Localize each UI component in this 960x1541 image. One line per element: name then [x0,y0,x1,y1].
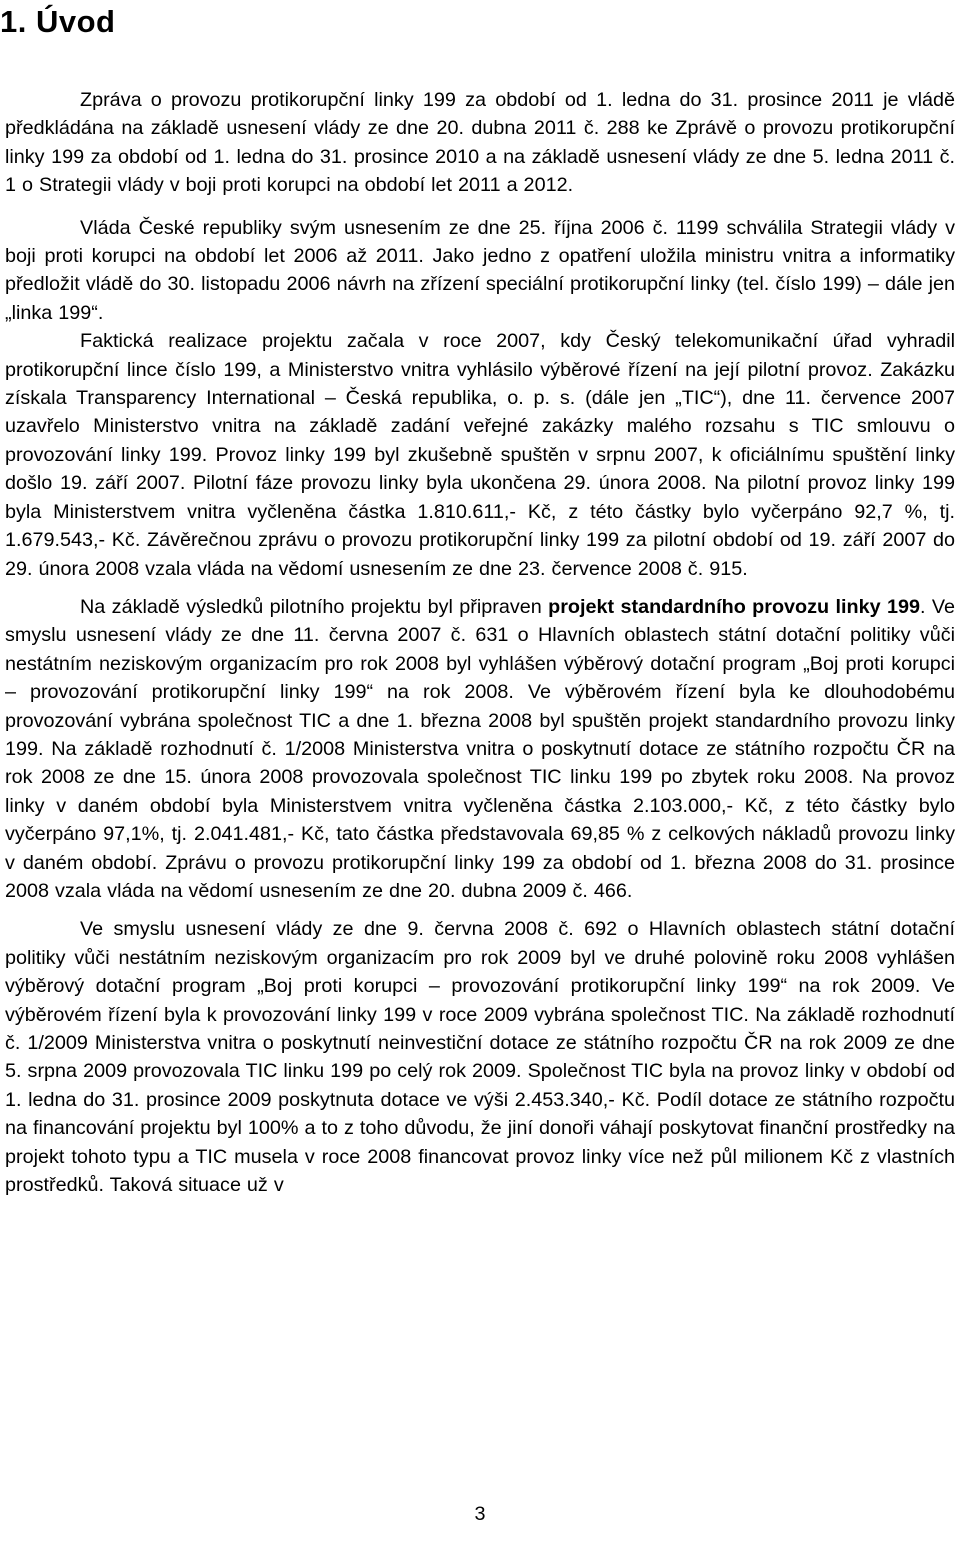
page-number: 3 [474,1503,486,1525]
paragraph-standard-operation [5,593,955,905]
paragraph-government-strategy: Vláda České republiky svým usnesením ze dne 25. října 2006 č. 1199 schválila Strategii vlády v boji proti korupci na období let 2006 až 2011. Jako jedno z opatření uložila ministru vnitra a informatiky předložit vládě do 30. listopadu 2006 návrh na zřízení speciální protikorupční linky (tel. číslo 199) – dále jen „linka 199“. [5,216,955,324]
section-heading: 1. Úvod [0,4,116,39]
paragraph-pilot-realization: Faktická realizace projektu začala v roce 2007, kdy Český telekomunikační úřad vyhradil protikorupční lince číslo 199, a Ministerstvo vnitra vyhlásilo výběrové řízení na její pilotní provoz. Zakázku získala Transparency International – Česká republika, o. p. s. (dále jen „TIC“), dne 11. července 2007 uzavřelo Ministerstvo vnitra na základě zadání veřejné zakázky malého rozsahu s TIC smlouvu o provozování linky 199. Provoz linky 199 byl zkušebně spuštěn v srpnu 2007, k oficiálnímu spuštění linky došlo 19. září 2007. Pilotní fáze provozu linky byla ukončena 29. února 2008. Na pilotní provoz linky 199 byla Ministerstvem vnitra vyčleněna částka 1.810.611,- Kč, z této částky bylo vyčerpáno 92,7 %, tj. 1.679.543,- Kč. Závěrečnou zprávu o provozu protikorupční linky 199 za pilotní období od 19. září 2007 do 29. února 2008 vzala vláda na vědomí usnesením ze dne 23. července 2008 č. 915. [5,330,955,580]
body-text [5,86,955,1199]
paragraph-2009-operation: Ve smyslu usnesení vlády ze dne 9. června 2008 č. 692 o Hlavních oblastech státní dotační politiky vůči nestátním neziskovým organizacím pro rok 2009 byl ve druhé polovině roku 2008 vyhlášen výběrový dotační program „Boj proti korupci – provozování protikorupční linky 199“ na rok 2009. Ve výběrovém řízení byla k provozování linky 199 v roce 2009 vybrána společnost TIC. Na základě rozhodnutí č. 1/2009 Ministerstva vnitra o poskytnutí neinvestiční dotace ze státního rozpočtu ČR na rok 2009 ze dne 5. srpna 2009 provozovala TIC linku 199 po celý rok 2009. Společnost TIC byla na provoz linky v období od 1. ledna do 31. prosince 2009 poskytnuta dotace ve výši 2.453.340,- Kč. Podíl dotace ze státního rozpočtu na financování projektu byl 100% a to z toho důvodu, že jiní donoři váhají poskytovat finanční prostředky na projekt tohoto typu a TIC musela v roce 2008 financovat provoz linky více než půl milionem Kč z vlastních prostředků. Taková situace už v [5,918,955,1197]
paragraph-report-intro: Zpráva o provozu protikorupční linky 199 za období od 1. ledna do 31. prosince 2011 je vládě předkládána na základě usnesení vlády ze dne 20. dubna 2011 č. 288 ke Zprávě o provozu protikorupční linky 199 za období od 1. ledna do 31. prosince 2010 a na základě usnesení vlády ze dne 5. ledna 2011 č. 1 o Strategii vlády v boji proti korupci na období let 2011 a 2012. [5,89,955,197]
paragraph-standard-operation-text-after: . Ve smyslu usnesení vlády ze dne 11. června 2007 č. 631 o Hlavních oblastech státní dotační politiky vůči nestátním neziskovým organizacím pro rok 2008 byl vyhlášen výběrový dotační program „Boj proti korupci – provozování protikorupční linky 199“ na rok 2008. Ve výběrovém řízení byla ke dlouhodobému provozování vybrána společnost TIC a dne 1. března 2008 byl spuštěn projekt standardního provozu linky 199. Na základě rozhodnutí č. 1/2008 Ministerstva vnitra o poskytnutí dotace ze státního rozpočtu ČR na rok 2008 ze dne 15. února 2008 provozovala společnost TIC linku 199 po zbytek roku 2008. Na provoz linky v daném období byla Ministerstvem vnitra vyčleněna částka 2.103.000,- Kč, z této částky bylo vyčerpáno 97,1%, tj. 2.041.481,- Kč, tato částka představovala 69,85 % z celkových nákladů provozu linky v daném období. Zprávu o provozu protikorupční linky 199 za období od 1. března 2008 do 31. prosince 2008 vzala vláda na vědomí usnesením ze dne 20. dubna 2009 č. 466. [5,595,955,902]
paragraph-standard-operation-bold: projekt standardního provozu linky 199 [548,595,920,618]
paragraph-standard-operation-text-before: Na základě výsledků pilotního projektu byl připraven [80,595,549,618]
